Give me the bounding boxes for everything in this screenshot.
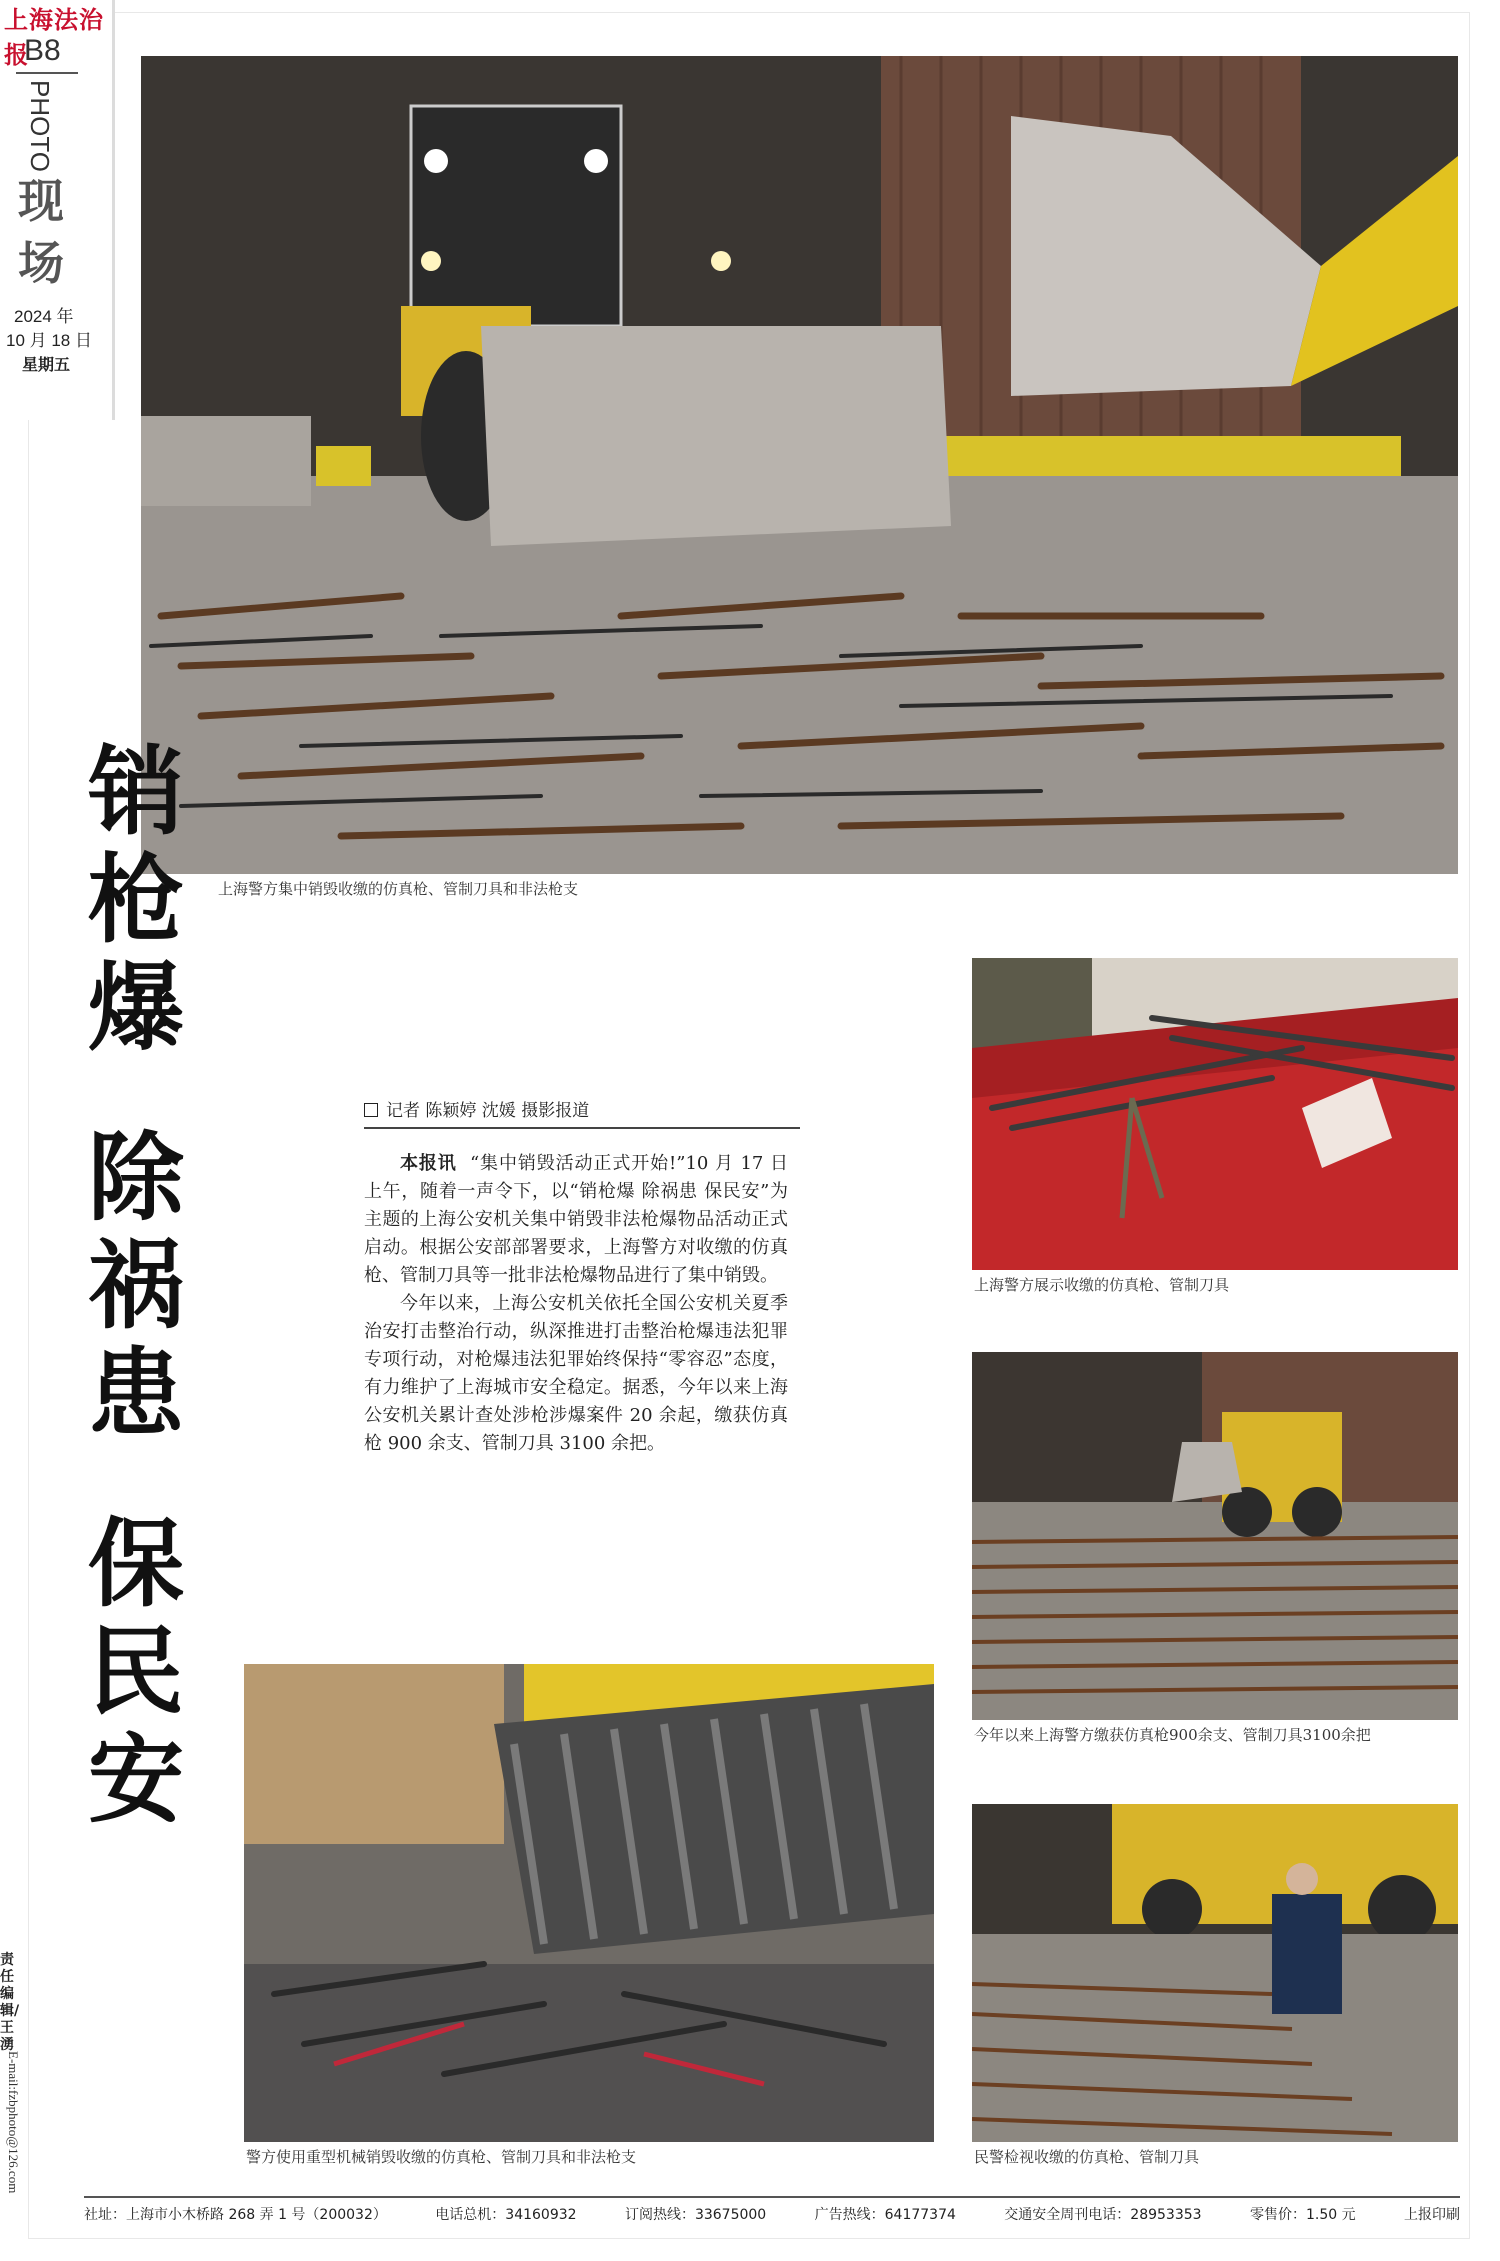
article-paragraph-1-text: “集中销毁活动正式开始!”10 月 17 日上午，随着一声令下，以“销枪爆 除祸患 保民安”为主题的上海公安机关集中销毁非法枪爆物品活动正式启动。根据公安部部署要求，上海警方对收缴的仿真枪、管制刀具等一批非法枪爆物品进行了集中销毁。 xyxy=(364,1153,789,1286)
editor-credit: 责任编辑/王湧 xyxy=(0,1952,20,2053)
footer-subscribe: 订阅热线：33675000 xyxy=(624,2207,767,2223)
issue-year: 2024 年 xyxy=(14,307,74,326)
caption-main-photo: 上海警方集中销毁收缴的仿真枪、管制刀具和非法枪支 xyxy=(218,880,579,898)
footer-traffic: 交通安全周刊电话：28953353 xyxy=(1004,2207,1202,2223)
section-english-label xyxy=(26,80,56,177)
page-number: B8 xyxy=(24,34,61,67)
issue-date: 10 月 18 日 xyxy=(6,331,92,350)
editor-email: E-mail:fzbphoto@126.com xyxy=(6,2051,21,2194)
footer-ads: 广告热线：64177374 xyxy=(814,2207,956,2223)
caption-stats: 今年以来上海警方缴获仿真枪900余支、管制刀具3100余把 xyxy=(974,1726,1371,1744)
section-english-text: PHOTO xyxy=(25,80,55,172)
article-paragraph-2: 今年以来，上海公安机关依托全国公安机关夏季治安打击整治行动，纵深推进打击整治枪爆违法犯罪专项行动，对枪爆违法犯罪始终保持“零容忍”态度，有力维护了上海城市安全稳定。据悉，今年以来上海公安机关累计查处涉枪涉爆案件 20 余起，缴获仿真枪 900 余支、管制刀具 3100 余把。 xyxy=(364,1293,788,1454)
caption-inspect: 民警检视收缴的仿真枪、管制刀具 xyxy=(974,2148,1200,2166)
footer-printer: 上报印刷 xyxy=(1404,2207,1460,2223)
photo-officer-inspecting xyxy=(972,1804,1458,2142)
section-title: 现场 xyxy=(18,174,64,290)
footer-address: 社址：上海市小木桥路 268 弄 1 号（200032） xyxy=(84,2207,387,2223)
issue-weekday: 星期五 xyxy=(22,357,71,374)
photo-excavator-tracks xyxy=(244,1664,934,2142)
byline-box-icon xyxy=(364,1103,378,1117)
headline-line-2: 除祸患 xyxy=(88,1122,184,1450)
headline-line-1: 销枪爆 xyxy=(88,736,184,1064)
article-paragraph-1 xyxy=(364,1150,788,1290)
headline-line-3: 保民安 xyxy=(88,1508,184,1836)
photo-loader-rows xyxy=(972,1352,1458,1720)
masthead-logo: 上海法治报 xyxy=(4,5,104,69)
footer-rule xyxy=(84,2196,1460,2198)
page-number-rule xyxy=(16,72,78,74)
headline-gap-2 xyxy=(88,1448,198,1510)
caption-machinery: 警方使用重型机械销毁收缴的仿真枪、管制刀具和非法枪支 xyxy=(246,2148,637,2166)
caption-display-table: 上海警方展示收缴的仿真枪、管制刀具 xyxy=(974,1276,1230,1294)
footer-price: 零售价：1.50 元 xyxy=(1249,2207,1356,2223)
photo-display-table xyxy=(972,958,1458,1270)
footer xyxy=(84,2204,1460,2224)
headline-gap-1 xyxy=(88,1062,198,1124)
byline-text: 记者 陈颖婷 沈媛 摄影报道 xyxy=(386,1101,590,1121)
main-photo-loader-crushing xyxy=(141,56,1458,874)
footer-phone: 电话总机：34160932 xyxy=(435,2207,577,2223)
section-tab xyxy=(0,0,115,420)
article-lead: 本报讯 xyxy=(400,1153,457,1174)
byline xyxy=(364,1096,800,1129)
headline xyxy=(88,738,198,1834)
article-body xyxy=(364,1150,788,1458)
